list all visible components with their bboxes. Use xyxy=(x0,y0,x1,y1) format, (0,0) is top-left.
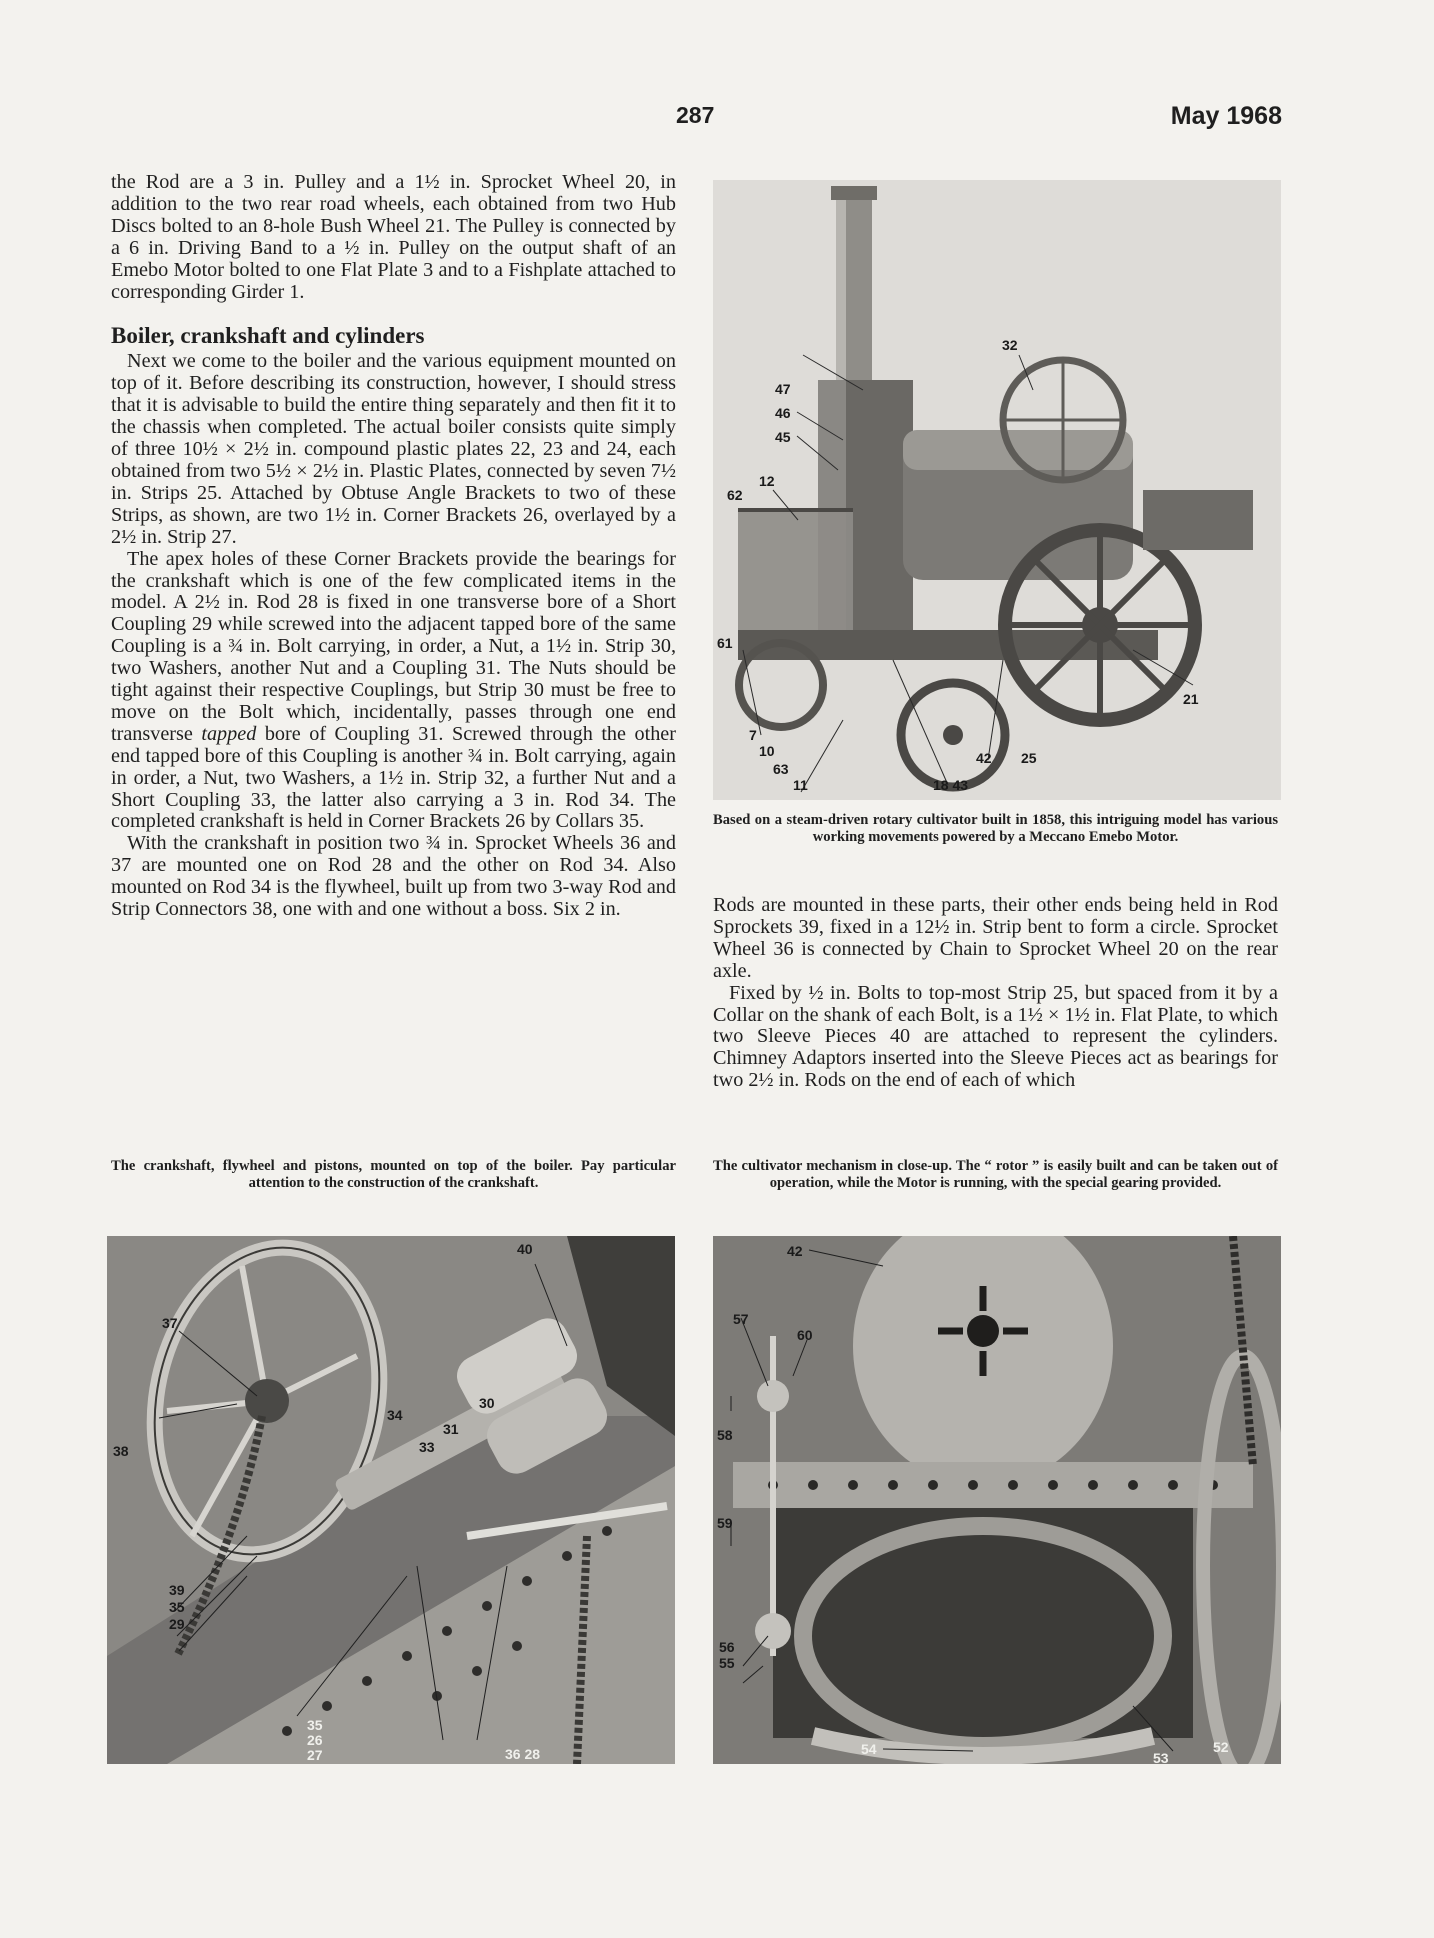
photo-label: 62 xyxy=(727,487,743,503)
photo-label: 36 28 xyxy=(505,1746,541,1762)
photo-label: 29 xyxy=(169,1616,185,1632)
photo-label: 42 xyxy=(787,1243,803,1259)
crankshaft-text-emphasis: tapped xyxy=(201,722,257,745)
photo-label: 11 xyxy=(793,777,808,793)
photo-label: 42 xyxy=(976,750,992,766)
photo-label: 61 xyxy=(717,635,733,651)
cultivator-photo-caption: Based on a steam-driven rotary cultivator built in 1858, this intriguing model has various working movements powered by a Meccano Emebo Motor. xyxy=(713,812,1278,845)
left-text-column xyxy=(111,172,676,921)
crankshaft-text-a: The apex holes of these Corner Brackets provide the bearings for the crankshaft which is one of the few complicated items in the model. A 2½ in. Rod 28 is fixed in one transverse bore of a Short Coupling 29 while screwed into the adjacent tapped bore of the same Coupling is a ¾ in. Bolt carrying, in order, a Nut, a 1½ in. Strip 30, two Washers, another Nut and a Coupling 31. The Nuts should be tight against their respective Couplings, but Strip 30 must be free to move on the Bolt which, incidentally, passes through one end transverse xyxy=(111,547,676,745)
photo-label: 32 xyxy=(1002,337,1018,353)
photo-label: 35 xyxy=(169,1599,185,1615)
photo-label: 7 xyxy=(749,727,757,743)
photo-label: 40 xyxy=(517,1241,533,1257)
mechanism-photo xyxy=(713,1236,1281,1764)
cultivator-model-illustration xyxy=(713,180,1281,800)
photo-label: 38 xyxy=(113,1443,129,1459)
photo-label: 59 xyxy=(717,1515,733,1531)
crankshaft-illustration xyxy=(107,1236,675,1764)
photo-label: 52 xyxy=(1213,1739,1229,1755)
intro-paragraph: the Rod are a 3 in. Pulley and a 1½ in. Sprocket Wheel 20, in addition to the two rear road wheels, each obtained from two Hub Discs bolted to an 8-hole Bush Wheel 21. The Pulley is connected by a 6 in. Driving Band to a ½ in. Pulley on the output shaft of an Emebo Motor bolted to one Flat Plate 3 and to a Fishplate attached to corresponding Girder 1. xyxy=(111,171,676,303)
photo-label: 53 xyxy=(1153,1750,1169,1764)
photo-label: 46 xyxy=(775,405,791,421)
photo-label: 10 xyxy=(759,743,775,759)
crankshaft-photo xyxy=(107,1236,675,1764)
right-text-column xyxy=(713,895,1278,1092)
photo-label: 63 xyxy=(773,761,789,777)
photo-label: 27 xyxy=(307,1747,323,1763)
section-heading: Boiler, crankshaft and cylinders xyxy=(111,323,425,349)
crankshaft-paragraph xyxy=(111,549,676,834)
crankshaft-text-b: bore of Coupling 31. Screwed through the other end tapped bore of this Coupling is another ¾ in. Bolt carrying, again in order, a Nut, two Washers, a 1½ in. Strip 32, a further Nut and a Short Coupling 33, the latter also carrying a 3 in. Rod 34. The completed crankshaft is held in Corner Brackets 26 by Collars 35. xyxy=(111,722,676,833)
photo-label: 45 xyxy=(775,429,791,445)
rods-paragraph: Rods are mounted in these parts, their other ends being held in Rod Sprockets 39, fixed in a 12½ in. Strip bent to form a circle. Sprocket Wheel 36 is connected by Chain to Sprocket Wheel 20 on the rear axle. xyxy=(713,894,1278,982)
flywheel-paragraph: With the crankshaft in position two ¾ in. Sprocket Wheels 36 and 37 are mounted one on Rod 28 and the other on Rod 34. Also mounted on Rod 34 is the flywheel, built up from two 3-way Rod and Strip Connectors 38, one with and one without a boss. Six 2 in. xyxy=(111,832,676,921)
cylinders-paragraph: Fixed by ½ in. Bolts to top-most Strip 25, but spaced from it by a Collar on the shank of each Bolt, is a 1½ × 1½ in. Flat Plate, to which two Sleeve Pieces 40 are attached to represent the cylinders. Chimney Adaptors inserted into the Sleeve Pieces act as bearings for two 2½ in. Rods on the end of each of which xyxy=(713,981,1278,1092)
photo-label: 60 xyxy=(797,1327,813,1343)
photo-label: 37 xyxy=(162,1315,178,1331)
crankshaft-photo-caption: The crankshaft, flywheel and pistons, mounted on top of the boiler. Pay particular attention to the construction of the crankshaft. xyxy=(111,1158,676,1191)
photo-label: 21 xyxy=(1183,691,1199,707)
photo-label: 12 xyxy=(759,473,775,489)
photo-label: 35 xyxy=(307,1717,323,1733)
boiler-paragraph: Next we come to the boiler and the various equipment mounted on top of it. Before describing its construction, however, I should stress that it is advisable to build the entire thing separately and then fit it to the chassis when completed. The actual boiler consists quite simply of three 10½ × 2½ in. compound plastic plates 22, 23 and 24, each obtained from two 5½ × 2½ in. Plastic Plates, connected by seven 7½ in. Strips 25. Attached by Obtuse Angle Brackets to two of these Strips, as shown, are two 1½ in. Corner Brackets 26, overlayed by a 2½ in. Strip 27. xyxy=(111,350,676,548)
photo-label: 31 xyxy=(443,1421,459,1437)
cultivator-model-photo xyxy=(713,180,1281,800)
photo-label: 26 xyxy=(307,1732,323,1748)
photo-label: 47 xyxy=(775,381,791,397)
photo-label: 25 xyxy=(1021,750,1037,766)
photo-label: 30 xyxy=(479,1395,495,1411)
photo-label: 18 43 xyxy=(933,777,969,793)
photo-label: 58 xyxy=(717,1427,733,1443)
photo-label: 39 xyxy=(169,1582,185,1598)
mechanism-illustration xyxy=(713,1236,1281,1764)
photo-label: 55 xyxy=(719,1655,735,1671)
photo-label: 34 xyxy=(387,1407,403,1423)
page-number: 287 xyxy=(676,102,715,128)
photo-label: 33 xyxy=(419,1439,435,1455)
photo-label: 54 xyxy=(861,1741,877,1757)
photo-label: 56 xyxy=(719,1639,735,1655)
issue-date: May 1968 xyxy=(1170,102,1282,130)
photo-label: 57 xyxy=(733,1311,749,1327)
mechanism-photo-caption: The cultivator mechanism in close-up. The “ rotor ” is easily built and can be taken out of operation, while the Motor is running, with the special gearing provided. xyxy=(713,1158,1278,1191)
